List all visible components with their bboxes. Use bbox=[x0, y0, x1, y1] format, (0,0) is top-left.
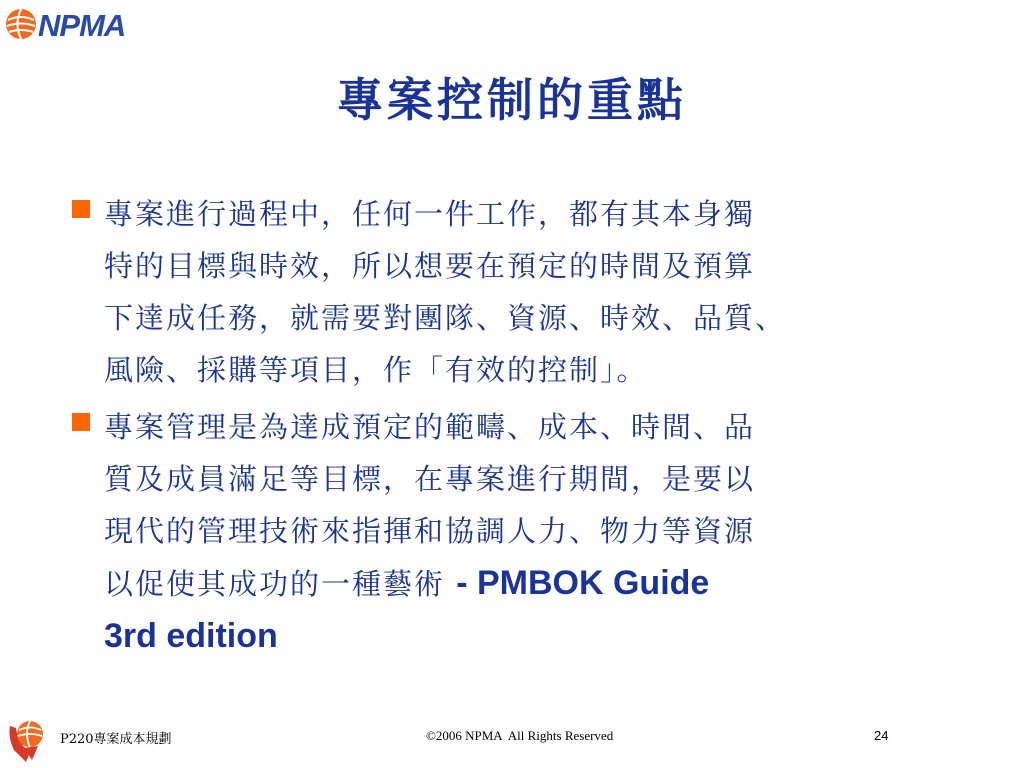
bullet-line: 風險、採購等項目，作「有效的控制」。 bbox=[104, 353, 648, 387]
npma-emblem-icon bbox=[4, 716, 50, 764]
page-number: 24 bbox=[874, 728, 889, 743]
footer-copyright: ©2006 NPMA All Rights Reserved bbox=[426, 728, 614, 743]
bullet-line-cjk: 以促使其成功的一種藝術 bbox=[104, 567, 457, 601]
square-bullet-icon bbox=[72, 413, 90, 431]
bullet-line: 下達成任務，就需要對團隊、資源、時效、品質、 bbox=[104, 301, 787, 335]
bullet-line: 專案進行過程中，任何一件工作，都有其本身獨 bbox=[104, 197, 756, 231]
citation-edition: 3rd edition bbox=[104, 617, 278, 655]
footer bbox=[0, 716, 1024, 768]
bullet-text bbox=[104, 401, 966, 662]
citation-source: - PMBOK Guide bbox=[456, 564, 710, 602]
bullet-line: 質及成員滿足等目標，在專案進行期間，是要以 bbox=[104, 462, 756, 496]
footer-course-name: P220專案成本規劃 bbox=[60, 732, 172, 747]
bullet-item-control bbox=[66, 188, 966, 396]
bullet-line: 專案管理是為達成預定的範疇、成本、時間、品 bbox=[104, 410, 756, 444]
slide-title: 專案控制的重點 bbox=[337, 73, 687, 127]
logo-text: NPMA bbox=[38, 8, 126, 42]
bullet-line-citation bbox=[104, 557, 966, 610]
bullet-line: 特的目標與時效，所以想要在預定的時間及預算 bbox=[104, 249, 756, 283]
bullet-text bbox=[104, 188, 966, 396]
square-bullet-icon bbox=[72, 200, 90, 218]
globe-icon bbox=[6, 9, 36, 39]
bullet-list bbox=[66, 188, 966, 662]
bullet-item-definition bbox=[66, 401, 966, 662]
bullet-line: 現代的管理技術來指揮和協調人力、物力等資源 bbox=[104, 514, 756, 548]
npma-logo bbox=[4, 6, 138, 42]
